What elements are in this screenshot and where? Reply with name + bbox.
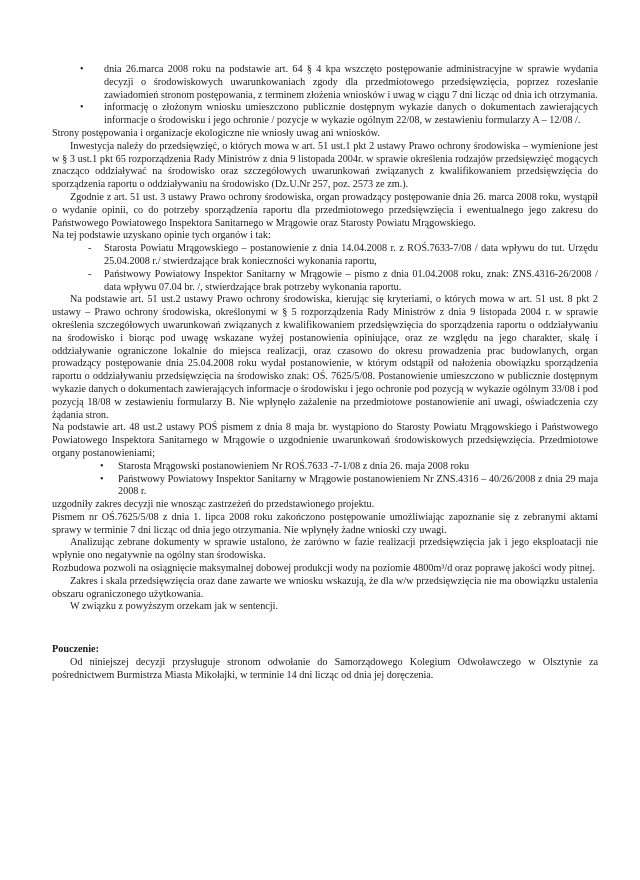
opinions-list (52, 243, 598, 294)
paragraph-conclusion: W związku z powyższym orzekam jak w sentencji. (70, 601, 279, 613)
list-item: - Starosta Powiatu Mrągowskiego – postanowienie z dnia 14.04.2008 r. z ROŚ.7633-7/08 / data wpływu do tut. Urzędu 25.04.2008 r./ stwierdzające brak konieczności wykonania raportu, (52, 243, 598, 269)
paragraph-pismem: Pismem nr OŚ.7625/5/08 z dnia 1. lipca 2008 roku zakończono postępowanie umożliwiając zapoznanie się z zebranymi aktami sprawy w terminie 7 dni licząc od dnia jego otrzymania. Nie wpłynęły żadne wnioski czy uwagi. (52, 511, 598, 536)
list-item: • Państwowy Powiatowy Inspektor Sanitarny w Mrągowie postanowieniem Nr ZNS.4316 – 40/26/2008 z dnia 29 maja 2008 r. (52, 474, 598, 500)
top-bullet-list (52, 64, 598, 128)
list-item: • Starosta Mrągowski postanowieniem Nr ROŚ.7633 -7-1/08 z dnia 26. maja 2008 roku (52, 461, 598, 474)
paragraph-strony: Strony postępowania i organizacje ekologiczne nie wniosły uwag ani wniosków. (52, 127, 380, 139)
pouczenie-text: Od niniejszej decyzji przysługuje stronom odwołanie do Samorządowego Kolegium Odwoławczego w Olsztynie za pośrednictwem Burmistrza Miasta Mikołajki, w terminie 14 dni licząc od dnia jej doręczenia. (52, 657, 598, 681)
paragraph-analizujac: Analizując zebrane dokumenty w sprawie ustalono, że zarówno w fazie realizacji przedsięwzięcia jak i jego eksploatacji nie wpłynie ono negatywnie na ogólny stan środowiska. (52, 537, 598, 562)
paragraph-inwestycja: Inwestycja należy do przedsięwzięć, o których mowa w art. 51 ust.1 pkt 2 ustawy Prawo ochrony środowiska – wymienione jest w § 3 ust.1 pkt 65 rozporządzenia Rady Ministrów z dnia 9 listopada 2004r. w sprawie określenia rodzajów przedsięwzięć mogących znacząco oddziaływać na środowisko oraz szczegółowych uwarunkowań związanych z kwalifikowaniem przedsięwzięcia do sporządzenia raportu o oddziaływaniu na środowisko (Dz.U.Nr 257, poz. 2573 ze zm.). (52, 140, 598, 191)
pouczenie-heading: Pouczenie: (52, 644, 99, 656)
paragraph-art48: Na podstawie art. 48 ust.2 ustawy POŚ pismem z dnia 8 maja br. wystąpiono do Starosty Powiatu Mrągowskiego i Państwowego Powiatowego Inspektora Sanitarnego w Mrągowie o uzgodnienie uwarunkowań środowiskowych przedsięwzięcia. Przedmiotowe organy postanowieniami; (52, 422, 598, 459)
agreements-list (52, 461, 598, 499)
list-item: • dnia 26.marca 2008 roku na podstawie art. 64 § 4 kpa wszczęto postępowanie administracyjne w sprawie wydania decyzji o środowiskowych uwarunkowaniach zgody dla przedmiotowego przedsięwzięcia, poprzez rozesłanie zawiadomień stronom postępowania, z terminem złożenia wniosków i uwag w ciągu 7 dni licząc od dnia ich otrzymania. (52, 64, 598, 102)
list-item: - Państwowy Powiatowy Inspektor Sanitarny w Mrągowie – pismo z dnia 01.04.2008 roku, znak: ZNS.4316-26/2008 / data wpływu 07.04 br. /, stwierdzające brak potrzeby wykonania raportu. (52, 269, 598, 295)
paragraph-opinie-intro: Na tej podstawie uzyskano opinie tych organów i tak: (52, 230, 271, 242)
paragraph-art51: Na podstawie art. 51 ust.2 ustawy Prawo ochrony środowiska, kierując się kryteriami, o których mowa w art. 51 ust. 8 pkt 2 ustawy – Prawo ochrony środowiska, określonymi w § 5 rozporządzenia Rady Ministrów z dnia 9 listopada 2004 r. w sprawie określenia szczegółowych uwarunkowań związanych z kwalifikowaniem przedsięwzięcia do sporządzenia raportu o oddziaływaniu na środowisko i biorąc pod uwagę wskazane wyżej postanowienia opiniujące, oraz ze względu na jego charakter, skalę i oddziaływanie ograniczone lokalnie do miejsca realizacji, oraz czasowo do okresu prowadzenia prac budowlanych, organ prowadzący postępowanie dnia 25.04.2008 roku wydał postanowienie, w którym odstąpił od nałożenia obowiązku sporządzenia raportu o oddziaływaniu przedsięwzięcia na środowisko znak: OŚ. 7625/5/08. Postanowienie umieszczono w publicznie dostępnym wykazie danych o dokumentach zawierających informacje o środowisku i jego ochronie pod pozycją w wykazie ogólnym 33/08 i pod pozycją 18/08 w zestawieniu formularzy B. Nie wpłynęło zażalenie na przedmiotowe postanowienie ani uwagi, oświadczenia czy żądania stron. (52, 294, 598, 421)
paragraph-zgodnie: Zgodnie z art. 51 ust. 3 ustawy Prawo ochrony środowiska, organ prowadzący postępowanie dnia 26. marca 2008 roku, wystąpił o wydanie opinii, co do potrzeby sporządzenia raportu dla przedmiotowego przedsięwzięcia i ewentualnego jego zakresu do Państwowego Powiatowego Inspektora Sanitarnego w Mrągowie oraz Starosty Powiatu Mrągowskiego. (52, 191, 598, 229)
paragraph-zakres: Zakres i skala przedsięwzięcia oraz dane zawarte we wniosku wskazują, że dla w/w przedsięwzięcia nie ma obowiązku ustalenia obszaru ograniczonego użytkowania. (52, 575, 598, 600)
list-item: • informację o złożonym wniosku umieszczono publicznie dostępnym wykazie danych o dokumentach zawierających informacje o środowisku i jego ochronie / pozycje w wykazie ogólnym 22/08, w zestawieniu formularzy A – 12/08 /. (52, 102, 598, 128)
paragraph-rozbudowa: Rozbudowa pozwoli na osiągnięcie maksymalnej dobowej produkcji wody na poziomie 4800m³/d oraz poprawę jakości wody pitnej. (52, 563, 595, 575)
paragraph-uzgodnily: uzgodniły zakres decyzji nie wnosząc zastrzeżeń do przedstawionego projektu. (52, 499, 375, 511)
decision-justification (52, 64, 598, 683)
